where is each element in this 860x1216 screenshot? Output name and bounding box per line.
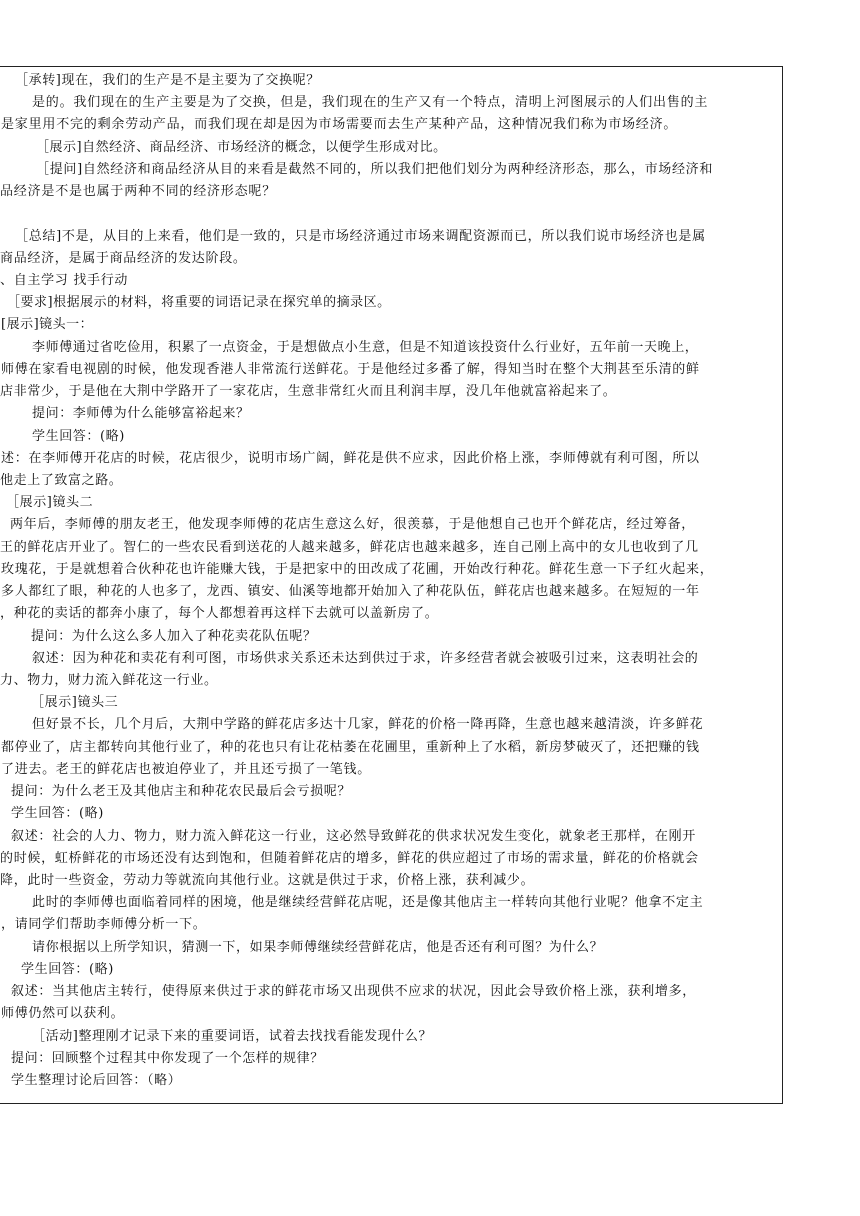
text-line: 了进去。老王的鲜花店也被迫停业了，并且还亏损了一笔钱。 xyxy=(1,762,371,777)
text-line: 都停业了，店主都转向其他行业了，种的花也只有让花枯萎在花圃里，重新种上了水稻，新房梦破灭了，还把赚的钱 xyxy=(1,740,700,755)
text-line: 学生整理讨论后回答：（略） xyxy=(11,1073,182,1088)
text-line: ，种花的卖话的都奔小康了，每个人都想着再这样下去就可以盖新房了。 xyxy=(0,606,439,621)
text-line: ，请同学们帮助李师傅分析一下。 xyxy=(1,917,207,932)
text-line: 叙述：因为种花和卖花有利可图，市场供求关系还未达到供过于求，许多经营者就会被吸引过来，这表明社会的 xyxy=(32,651,699,666)
text-line: 学生回答：(略) xyxy=(32,429,125,444)
text-line: 此时的李师傅也面临着同样的困境，他是继续经营鲜花店呢，还是像其他店主一样转向其他行业呢？他拿不定主 xyxy=(32,895,704,910)
text-line: 王的鲜花店开业了。智仁的一些农民看到送花的人越来越多，鲜花店也越来越多，连自己刚上高中的女儿也收到了几 xyxy=(0,540,699,555)
text-line: 力、物力，财力流入鲜花这一行业。 xyxy=(0,673,218,688)
text-line: 他走上了致富之路。 xyxy=(0,473,123,488)
text-line: 请你根据以上所学知识，猜测一下，如果李师傅继续经营鲜花店，他是否还有利可图？为什么？ xyxy=(32,940,604,955)
text-line: 学生回答：(略) xyxy=(11,806,104,821)
text-line: 多人都红了眼，种花的人也多了，龙西、镇安、仙溪等地都开始加入了种花队伍，鲜花店也越来越多。在短短的一年 xyxy=(1,584,700,599)
text-line: 店非常少，于是他在大荆中学路开了一家花店，生意非常红火而且利润丰厚，没几年他就富裕起来了。 xyxy=(0,384,617,399)
text-line: 叙述：社会的人力、物力，财力流入鲜花这一行业，这必然导致鲜花的供求状况发生变化，就象老王那样，在刚开 xyxy=(11,829,697,844)
text-line: 提问：李师傅为什么能够富裕起来？ xyxy=(32,406,250,421)
text-line: 李师傅通过省吃俭用，积累了一点资金，于是想做点小生意，但是不知道该投资什么行业好，五年前一天晚上， xyxy=(32,340,699,355)
text-line: 提问：为什么这么多人加入了种花卖花队伍呢？ xyxy=(31,629,317,644)
text-line: ［承转]现在，我们的生产是不是主要为了交换呢？ xyxy=(15,73,320,88)
text-line: [展示]镜头一： xyxy=(1,317,94,332)
text-line: ［展示]自然经济、商品经济、市场经济的概念，以便学生形成对比。 xyxy=(36,140,447,155)
text-line: 但好景不长，几个月后，大荆中学路的鲜花店多达十几家，鲜花的价格一降再降，生意也越来越清淡，许多鲜花 xyxy=(32,717,704,732)
text-line: 师傅仍然可以获利。 xyxy=(1,1006,125,1021)
text-line: 的时候，虹桥鲜花的市场还没有达到饱和，但随着鲜花店的增多，鲜花的供应超过了市场的需求量，鲜花的价格就会 xyxy=(0,851,699,866)
text-line: 叙述：当其他店主转行，使得原来供过于求的鲜花市场又出现供不应求的状况，因此会导致价格上涨，获利增多， xyxy=(11,984,697,999)
text-line: ［展示]镜头三 xyxy=(31,695,119,710)
text-line: ［总结]不是，从目的上来看，他们是一致的，只是市场经济通过市场来调配资源而已，所以我们说市场经济也是属 xyxy=(15,229,706,244)
text-line: 学生回答：(略) xyxy=(21,962,114,977)
text-line: 、自主学习 找手行动 xyxy=(0,273,129,288)
text-line: 玫瑰花，于是就想着合伙种花也许能赚大钱，于是把家中的田改成了花圃，开始改行种花。鲜花生意一下子红火起来， xyxy=(1,562,714,577)
text-line: 述：在李师傅开花店的时候，花店很少，说明市场广阔，鲜花是供不应求，因此价格上涨，李师傅就有利可图，所以 xyxy=(1,451,700,466)
text-line: 品经济是不是也属于两种不同的经济形态呢？ xyxy=(0,184,277,199)
text-line: 商品经济，是属于商品经济的发达阶段。 xyxy=(0,251,247,266)
text-line: 是的。我们现在的生产主要是为了交换，但是，我们现在的生产又有一个特点，清明上河图展示的人们出售的主 xyxy=(32,95,709,110)
text-line: ［活动]整理刚才记录下来的重要词语，试着去找找看能发现什么？ xyxy=(32,1029,433,1044)
text-line: ［提问]自然经济和商品经济从目的来看是截然不同的，所以我们把他们划分为两种经济形态，那么，市场经济和 xyxy=(36,162,714,177)
text-line: 是家里用不完的剩余劳动产品，而我们现在却是因为市场需要而去生产某种产品，这种情况我们称为市场经济。 xyxy=(1,117,678,132)
text-line: ［要求]根据展示的材料，将重要的词语记录在探究单的摘录区。 xyxy=(7,295,391,310)
text-line: 降，此时一些资金，劳动力等就流向其他行业。这就是供过于求，价格上涨，获利减少。 xyxy=(0,873,535,888)
text-line: 提问：为什么老王及其他店主和种花农民最后会亏损呢？ xyxy=(11,784,352,799)
text-line: 提问：回顾整个过程其中你发现了一个怎样的规律？ xyxy=(11,1051,324,1066)
text-line: ［展示]镜头二 xyxy=(6,495,94,510)
text-line: 两年后，李师傅的朋友老王，他发现李师傅的花店生意这么好，很羡慕，于是他想自己也开个鲜花店，经过筹备， xyxy=(10,517,696,532)
text-line: 师傅在家看电视剧的时候，他发现香港人非常流行送鲜花。于是他经过多番了解，得知当时在整个大荆甚至乐清的鲜 xyxy=(1,362,700,377)
